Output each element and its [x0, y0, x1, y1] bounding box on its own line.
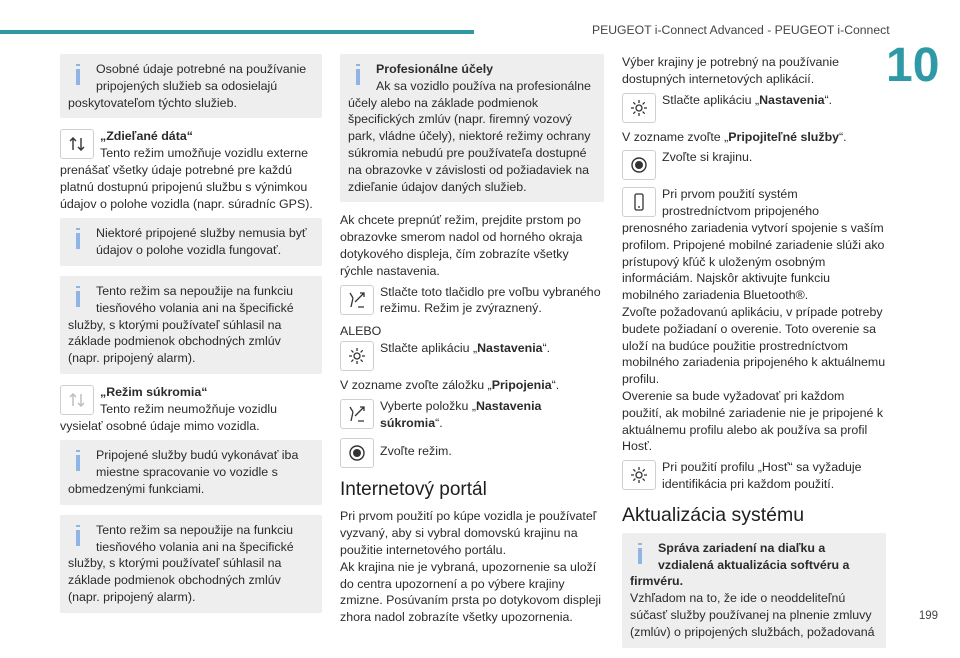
- info-icon: [76, 450, 80, 471]
- info-icon: [76, 228, 80, 249]
- paragraph: Pri prvom použití po kúpe vozidla je používateľ vyzvaný, aby si vybral domovskú krajinu na použitie internetového portálu.: [340, 509, 597, 557]
- info-note: [60, 218, 322, 266]
- column-1: [60, 54, 322, 623]
- page-header-title: PEUGEOT i-Connect Advanced - PEUGEOT i-Connect: [592, 23, 890, 37]
- paragraph: Ak krajina nie je vybraná, upozornenie sa uloží do centra upozornení a po výbere krajiny zmizne. Posúvaním prsta po dotykovom displeji zhora nadol zobrazíte všetky upozornenia.: [340, 559, 602, 625]
- info-note: [60, 54, 322, 118]
- or-label: ALEBO: [340, 324, 382, 339]
- step-text: Vyberte položku „Nastavenia súkromia“.: [380, 398, 542, 430]
- info-icon: [76, 286, 80, 307]
- section-heading-portal: Internetový portál: [340, 479, 487, 501]
- radio-select-icon: [340, 438, 374, 468]
- note-text: Pripojené služby budú vykonávať iba miestne spracovanie vo vozidle s obmedzenými funkciami.: [68, 448, 299, 496]
- smartphone-icon: [622, 187, 656, 217]
- mode-title: „Zdieľané dáta“: [100, 129, 193, 144]
- mode-text: Tento režim neumožňuje vozidlu vysielať osobné údaje mimo vozidla.: [60, 401, 278, 433]
- note-text: Osobné údaje potrebné na používanie pripojených služieb sa odosielajú poskytovateľom týchto služieb.: [68, 62, 307, 110]
- step-row: [622, 149, 886, 180]
- info-note-update: [622, 533, 886, 648]
- step-text: Pri použití profilu „Hosť“ sa vyžaduje identifikácia pri každom použití.: [662, 460, 862, 491]
- note-text: Tento režim sa nepoužije na funkciu tiesňového volania ani na špecifické služby, s ktorými používateľ súhlasil na základe podmienok obchodných zmlúv (napr. pripojený alarm).: [68, 522, 294, 604]
- step-row: [340, 437, 604, 468]
- note-text: Ak sa vozidlo používa na profesionálne účely alebo na základe podmienok špecifických zmlúv (napr. firemný vozový park, vládne účely), niektoré režimy ochrany súkromia nebudú pre používateľa dostupné na obrazovke v závislosti od požiadaviek na zdieľanie údajov daných služieb.: [348, 78, 591, 194]
- radio-select-icon: [622, 150, 656, 180]
- step-text: Pri prvom použití systém prostredníctvom pripojeného prenosného zariadenia vytvorí spojenie s vaším profilom. Pripojené mobilné zariadenie slúži ako prístupový kľúč k uloženým osobným informáciám. Najskôr aktivujte funkciu mobilného zariadenia Bluetooth®.: [622, 187, 885, 303]
- step-text: Zvoľte si krajinu.: [662, 150, 753, 165]
- info-icon: [638, 543, 642, 564]
- chapter-number: 10: [886, 39, 940, 92]
- step-text: Zvoľte režim.: [380, 444, 452, 459]
- info-icon: [356, 64, 360, 85]
- info-note: [60, 440, 322, 504]
- paragraph: V zozname zvoľte záložku „Pripojenia“.: [340, 377, 560, 392]
- section-heading-update: Aktualizácia systému: [622, 503, 805, 526]
- step-text: Stlačte aplikáciu „Nastavenia“.: [380, 340, 551, 355]
- paragraph: Ak chcete prepnúť režim, prejdite prstom po obrazovke smerom nadol od horného okraja dotykového displeja, čím zobrazíte všetky rýchle nastavenia.: [340, 213, 583, 278]
- step-text: Stlačte aplikáciu „Nastavenia“.: [662, 92, 833, 107]
- step-row: [622, 92, 886, 123]
- mode-title: „Režim súkromia“: [100, 384, 208, 399]
- data-transfer-icon: [60, 129, 94, 159]
- page-number: 199: [918, 610, 938, 622]
- header-accent-bar: [0, 30, 474, 34]
- info-note: [60, 515, 322, 613]
- note-text: Tento režim sa nepoužije na funkciu tiesňového volania ani na špecifické služby, s ktorými používateľ súhlasil na základe podmienok obchodných zmlúv (napr. pripojený alarm).: [68, 283, 294, 366]
- gear-icon: [622, 93, 656, 123]
- paragraph: V zozname zvoľte „Pripojiteľné služby“.: [622, 129, 847, 144]
- info-note: [60, 276, 322, 374]
- note-text: Vzhľadom na to, že ide o neoddeliteľnú súčasť služby používanej na plnenie zmluvy (zmlúv) o pripojených službách, požadovaná: [630, 591, 875, 639]
- paragraph: Zvoľte požadovanú aplikáciu, v prípade potreby budete požiadaní o overenie. Toto overenie sa uloží na budúce použitie prostredníctvom mobilného zariadenia pripojeného k aktuálnemu profilu.: [622, 304, 886, 387]
- step-row: [340, 340, 604, 371]
- paragraph: Výber krajiny je potrebný na používanie dostupných internetových aplikácií.: [622, 55, 839, 86]
- info-icon: [76, 525, 80, 546]
- gear-icon: [340, 341, 374, 371]
- note-text: Niektoré pripojené služby nemusia byť údajov o polohe vozidla fungovať.: [96, 226, 307, 258]
- mode-shared-data: [60, 128, 322, 212]
- privacy-mode-icon: [60, 385, 94, 415]
- step-row: [340, 284, 604, 318]
- info-note-professional: [340, 54, 604, 202]
- mode-privacy: [60, 384, 322, 434]
- mode-toggle-icon: [340, 285, 374, 315]
- step-row: [622, 459, 886, 493]
- paragraph: Overenie sa bude vyžadovať pri každom použití, ak mobilné zariadenie nie je pripojené k aktuálnemu profilu alebo ak používa sa profil Hosť.: [622, 388, 884, 454]
- note-title: Správa zariadení na diaľku a vzdialená aktualizácia softvéru a firmvéru.: [630, 540, 850, 589]
- gear-icon: [622, 460, 656, 490]
- step-text: Stlačte toto tlačidlo pre voľbu vybraného režimu. Režim je zvýraznený.: [380, 284, 601, 316]
- column-2: [340, 54, 604, 626]
- column-3: [622, 54, 886, 658]
- info-icon: [76, 64, 80, 85]
- step-row: [340, 398, 604, 432]
- mode-text: Tento režim umožňuje vozidlu externe prenášať všetky údaje potrebné pre každú platnú dostupnú pripojenú službu s výnimkou údajov o polohe vozidla (napr. súradníc GPS).: [60, 146, 313, 211]
- note-title: Profesionálne účely: [376, 62, 494, 76]
- step-row: [622, 186, 886, 304]
- mode-toggle-icon: [340, 399, 374, 429]
